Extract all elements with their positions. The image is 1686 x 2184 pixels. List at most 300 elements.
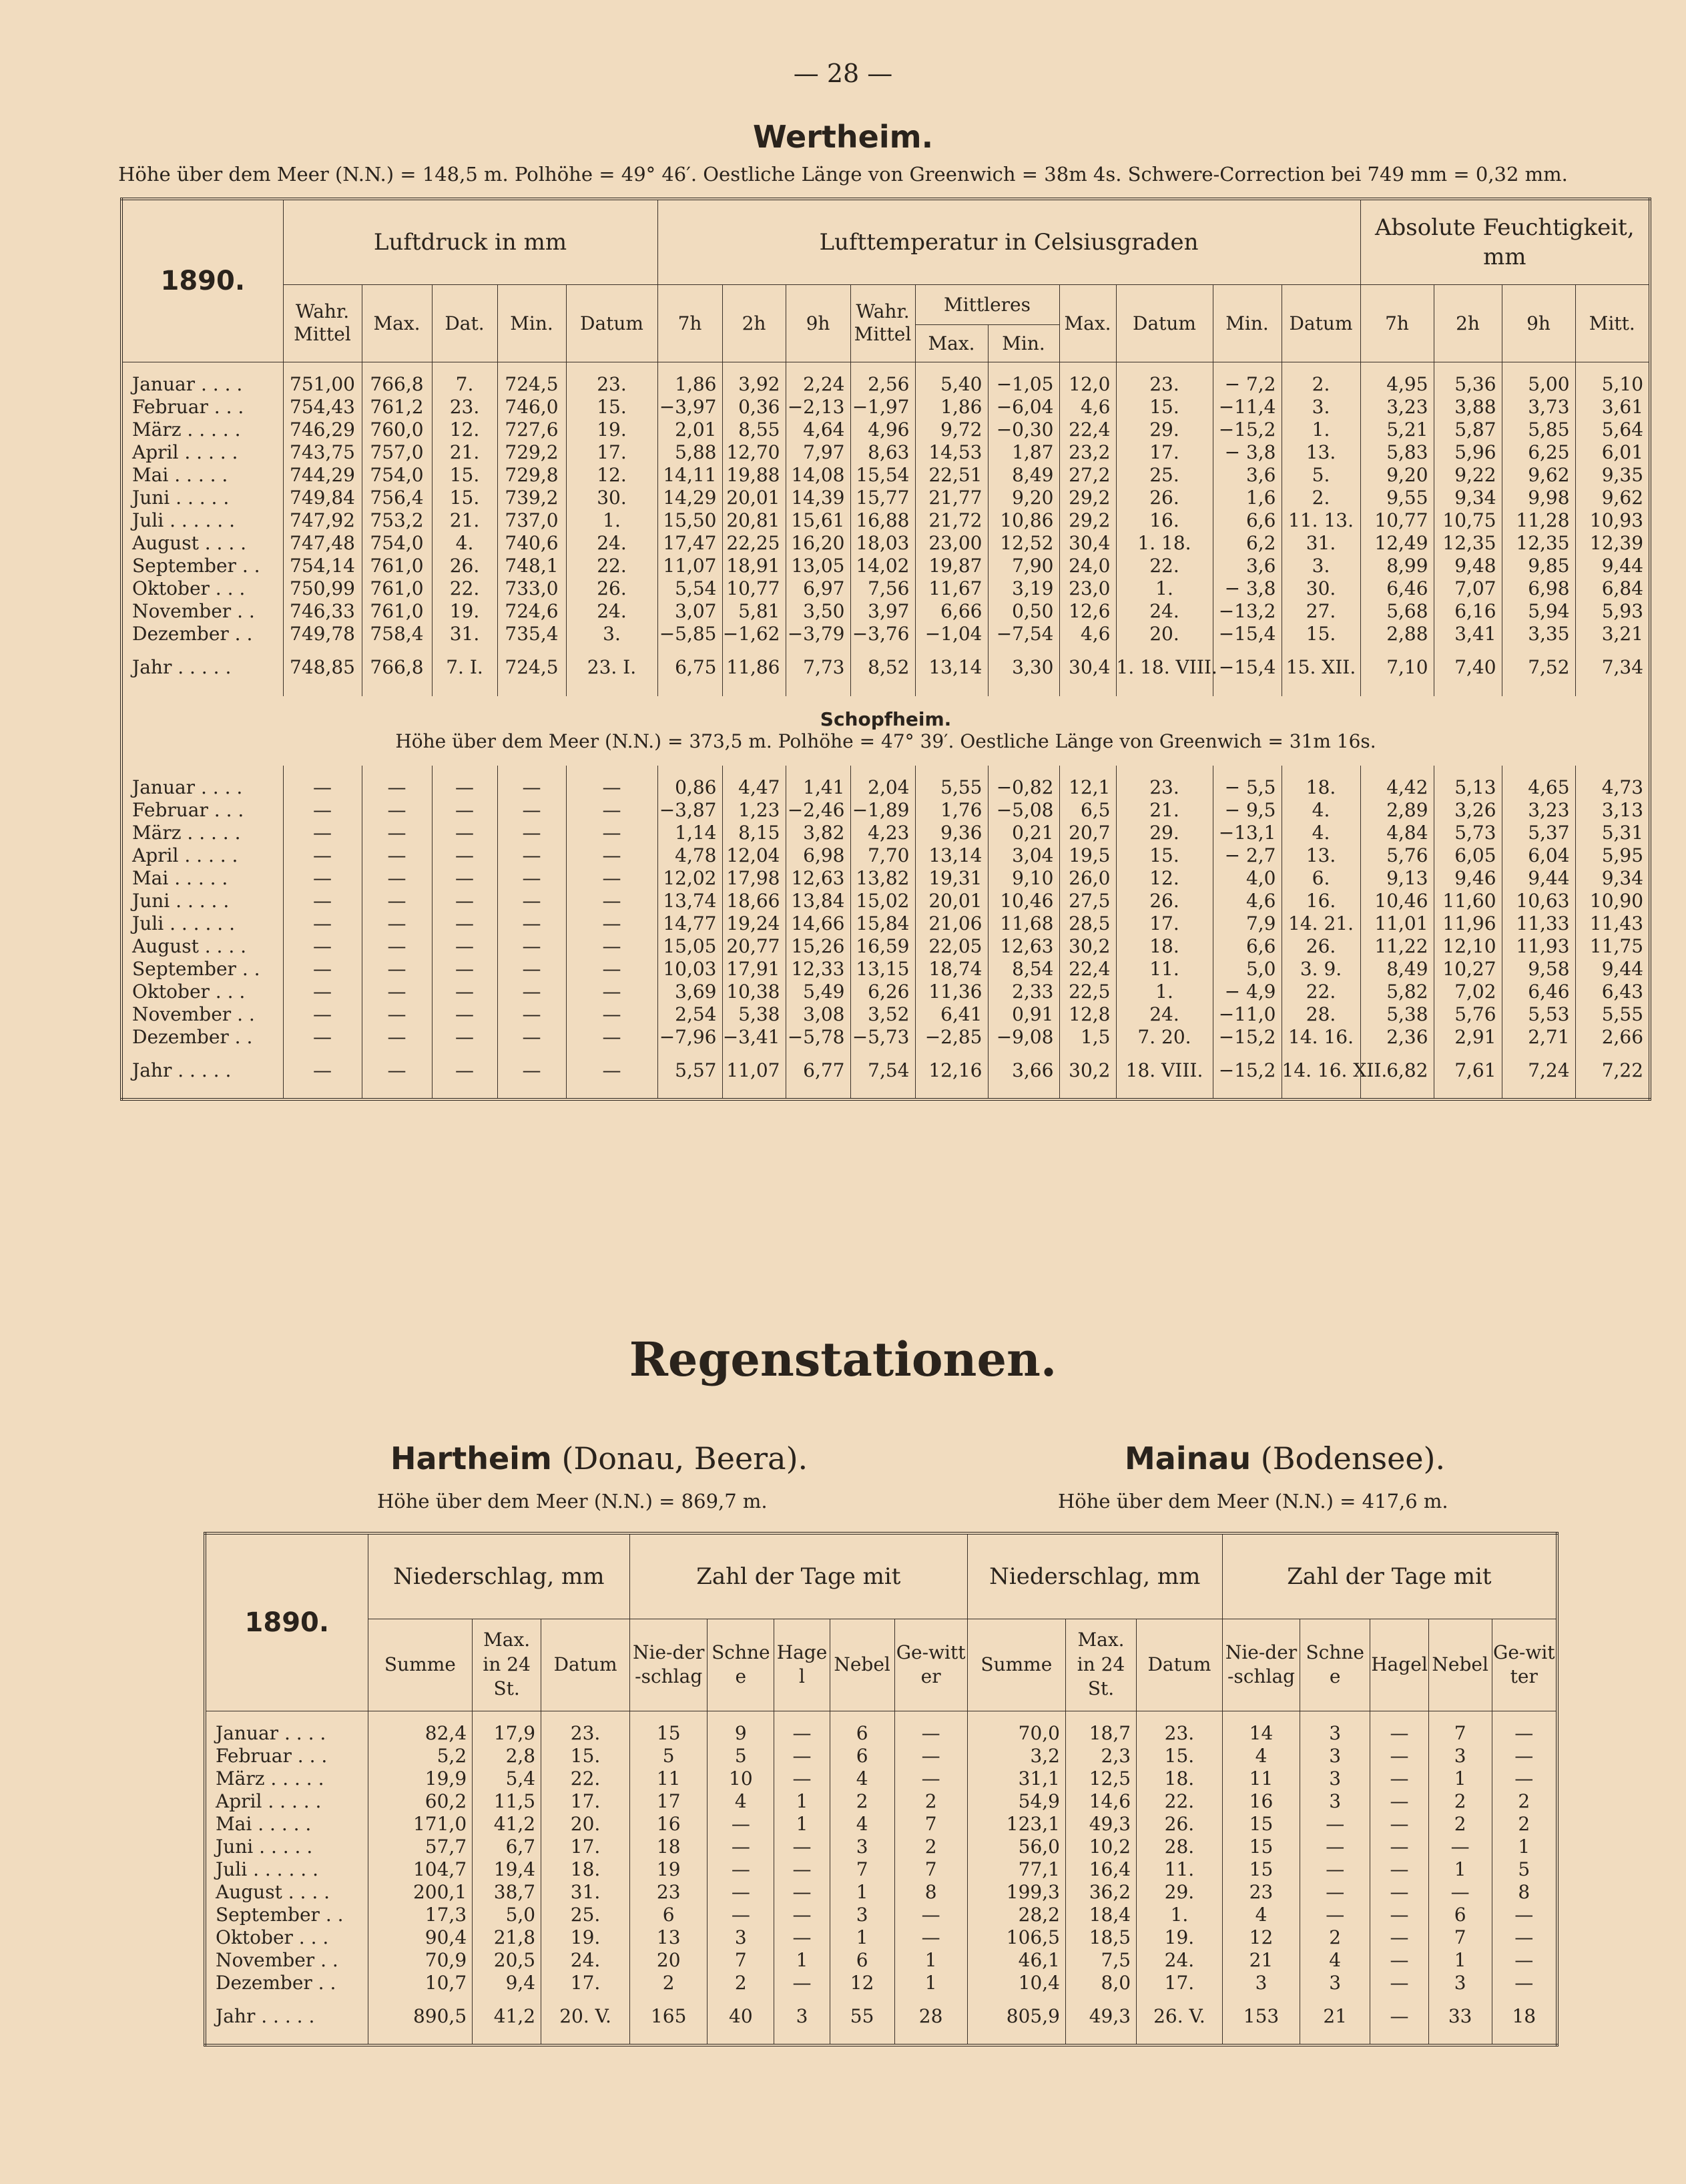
humidity-header: Absolute Feuchtigkeit, mm xyxy=(1360,199,1650,284)
schopfheim-cell: — xyxy=(362,776,432,799)
schopfheim-cell: — xyxy=(432,1003,497,1026)
schopfheim-cell: 2,71 xyxy=(1502,1026,1575,1049)
regen-cell: 15 xyxy=(1222,1813,1300,1836)
regen-year-cell: 153 xyxy=(1222,2005,1300,2028)
regen-cell: 1. xyxy=(1137,1904,1223,1926)
regen-cell: 23 xyxy=(1222,1881,1300,1904)
schopfheim-cell: 18,74 xyxy=(915,958,988,981)
regen-cell: 2 xyxy=(1428,1790,1492,1813)
schopfheim-cell: — xyxy=(566,1026,657,1049)
schopfheim-cell: 5,55 xyxy=(1575,1003,1650,1026)
schopfheim-cell: 5,38 xyxy=(1360,1003,1434,1026)
regen-month-label: Dezember . . xyxy=(205,1972,368,1994)
schopfheim-year-cell: 6,77 xyxy=(786,1059,850,1082)
hartheim-subtitle: Höhe über dem Meer (N.N.) = 869,7 m. xyxy=(377,1490,768,1513)
regen-year-cell: 165 xyxy=(630,2005,708,2028)
wertheim-cell: 30. xyxy=(1282,577,1360,600)
wertheim-cell: 6,25 xyxy=(1502,441,1575,464)
schopfheim-cell: −2,46 xyxy=(786,799,850,822)
wertheim-cell: 758,4 xyxy=(362,623,432,645)
schopfheim-cell: — xyxy=(497,776,566,799)
regen-cell: 77,1 xyxy=(967,1858,1065,1881)
wertheim-row xyxy=(121,373,1650,396)
wertheim-cell: 23,0 xyxy=(1059,577,1116,600)
wertheim-cell: 3,07 xyxy=(657,600,722,623)
regen-cell: — xyxy=(1492,1722,1557,1745)
regen-cell: — xyxy=(774,1926,830,1949)
regen-cell: — xyxy=(1492,1904,1557,1926)
schopfheim-row xyxy=(121,822,1650,844)
wertheim-cell: 761,0 xyxy=(362,577,432,600)
schopfheim-cell: −2,85 xyxy=(915,1026,988,1049)
schopfheim-cell: 1,5 xyxy=(1059,1026,1116,1049)
wertheim-cell: 5,36 xyxy=(1434,373,1502,396)
regen-cell: 19. xyxy=(1137,1926,1223,1949)
wertheim-year-cell: 7. I. xyxy=(432,656,497,679)
regen-col-max-24: Max. in 24 St. xyxy=(1065,1619,1136,1711)
regen-cell: 15. xyxy=(541,1745,630,1767)
schopfheim-cell: 16. xyxy=(1282,890,1360,912)
regen-row xyxy=(205,1745,1557,1767)
regen-cell: — xyxy=(1492,1767,1557,1790)
wertheim-cell: 7,97 xyxy=(786,441,850,464)
regen-cell: 2,8 xyxy=(473,1745,541,1767)
wertheim-cell: 18,03 xyxy=(850,532,915,555)
wertheim-row xyxy=(121,487,1650,509)
regen-row xyxy=(205,1972,1557,1994)
wertheim-row xyxy=(121,441,1650,464)
schopfheim-year-cell: — xyxy=(497,1059,566,1082)
regen-cell: 22. xyxy=(1137,1790,1223,1813)
regen-cell: 15 xyxy=(1222,1858,1300,1881)
schopfheim-row xyxy=(121,799,1650,822)
regen-cell: — xyxy=(774,1904,830,1926)
regen-year-cell: 41,2 xyxy=(473,2005,541,2028)
schopfheim-cell: — xyxy=(362,1003,432,1026)
schopfheim-cell: 9,10 xyxy=(988,867,1059,890)
schopfheim-year-cell: 7,54 xyxy=(850,1059,915,1082)
wertheim-cell: − 3,8 xyxy=(1213,441,1282,464)
regen-month-label: Januar . . . . xyxy=(205,1722,368,1745)
regen-cell: 4 xyxy=(830,1767,894,1790)
wertheim-cell: 4. xyxy=(432,532,497,555)
regen-cell: 17. xyxy=(541,1836,630,1858)
regen-cell: 25. xyxy=(541,1904,630,1926)
wertheim-cell: 733,0 xyxy=(497,577,566,600)
regen-cell: 70,9 xyxy=(368,1949,473,1972)
schopfheim-title: Schopfheim. xyxy=(820,708,952,730)
regen-cell: 1 xyxy=(1428,1949,1492,1972)
regen-month-label: April . . . . . xyxy=(205,1790,368,1813)
regen-cell: 41,2 xyxy=(473,1813,541,1836)
regen-cell: 23. xyxy=(541,1722,630,1745)
wertheim-cell: −13,2 xyxy=(1213,600,1282,623)
wertheim-cell: 747,92 xyxy=(283,509,362,532)
wertheim-cell: 5,87 xyxy=(1434,419,1502,441)
schopfheim-cell: 9,34 xyxy=(1575,867,1650,890)
schopfheim-cell: 8,15 xyxy=(722,822,786,844)
regen-cell: 3 xyxy=(708,1926,774,1949)
regen-cell: 5,2 xyxy=(368,1745,473,1767)
schopfheim-cell: — xyxy=(283,822,362,844)
wertheim-cell: 22. xyxy=(432,577,497,600)
schopfheim-cell: 6,6 xyxy=(1213,935,1282,958)
regen-year-cell: — xyxy=(1370,2005,1429,2028)
wertheim-cell: 9,44 xyxy=(1575,555,1650,577)
schopfheim-cell: 9,13 xyxy=(1360,867,1434,890)
wertheim-cell: 754,14 xyxy=(283,555,362,577)
regen-cell: 4 xyxy=(1222,1904,1300,1926)
wertheim-cell: −3,79 xyxy=(786,623,850,645)
regen-cell: — xyxy=(774,1972,830,1994)
schopfheim-year-cell: — xyxy=(432,1059,497,1082)
regen-cell: 54,9 xyxy=(967,1790,1065,1813)
col-temp-min: Min. xyxy=(1213,284,1282,362)
wertheim-cell: 2. xyxy=(1282,373,1360,396)
regen-cell: 123,1 xyxy=(967,1813,1065,1836)
regen-cell: 7,5 xyxy=(1065,1949,1136,1972)
regen-cell: 7 xyxy=(830,1858,894,1881)
wertheim-cell: 22,25 xyxy=(722,532,786,555)
regen-cell: 17,3 xyxy=(368,1904,473,1926)
wertheim-cell: 31. xyxy=(432,623,497,645)
schopfheim-row xyxy=(121,776,1650,799)
schopfheim-cell: — xyxy=(566,844,657,867)
schopfheim-cell: 18. xyxy=(1282,776,1360,799)
regen-col-datum: Datum xyxy=(541,1619,630,1711)
wertheim-cell: 15,50 xyxy=(657,509,722,532)
wertheim-cell: 23. xyxy=(432,396,497,419)
schopfheim-cell: — xyxy=(362,822,432,844)
schopfheim-cell: 14,77 xyxy=(657,912,722,935)
wertheim-title: Wertheim. xyxy=(752,119,934,155)
wertheim-cell: 26. xyxy=(1116,487,1213,509)
schopfheim-cell: — xyxy=(283,776,362,799)
regen-cell: 18,7 xyxy=(1065,1722,1136,1745)
wertheim-cell: 9,55 xyxy=(1360,487,1434,509)
regen-cell: 2 xyxy=(830,1790,894,1813)
schopfheim-cell: — xyxy=(432,981,497,1003)
wertheim-cell: 19,88 xyxy=(722,464,786,487)
wertheim-cell: 5,96 xyxy=(1434,441,1502,464)
schopfheim-row xyxy=(121,1026,1650,1049)
wertheim-cell: 13,05 xyxy=(786,555,850,577)
regen-row xyxy=(205,1767,1557,1790)
wertheim-cell: 15. xyxy=(1116,396,1213,419)
wertheim-year-cell: 8,52 xyxy=(850,656,915,679)
schopfheim-row xyxy=(121,844,1650,867)
regen-year-cell: 28 xyxy=(894,2005,967,2028)
schopfheim-cell: — xyxy=(497,890,566,912)
wertheim-year-cell: 748,85 xyxy=(283,656,362,679)
regen-cell: 11. xyxy=(1137,1858,1223,1881)
regen-cell: 104,7 xyxy=(368,1858,473,1881)
regen-cell: 2 xyxy=(1492,1790,1557,1813)
schopfheim-cell: 27,5 xyxy=(1059,890,1116,912)
regen-cell: 90,4 xyxy=(368,1926,473,1949)
wertheim-cell: 31. xyxy=(1282,532,1360,555)
wertheim-cell: 3. xyxy=(566,623,657,645)
schopfheim-row xyxy=(121,890,1650,912)
wertheim-year-cell: 30,4 xyxy=(1059,656,1116,679)
regen-cell: 1 xyxy=(774,1949,830,1972)
schopfheim-cell: 5,95 xyxy=(1575,844,1650,867)
wertheim-cell: 2,88 xyxy=(1360,623,1434,645)
schopfheim-cell: 11,96 xyxy=(1434,912,1502,935)
temperature-header: Lufttemperatur in Celsiusgraden xyxy=(657,199,1360,284)
regen-cell: 6 xyxy=(1428,1904,1492,1926)
regen-cell: 7 xyxy=(894,1858,967,1881)
schopfheim-body xyxy=(121,766,1650,1099)
regen-cell: — xyxy=(1370,1881,1429,1904)
wertheim-cell: 10,75 xyxy=(1434,509,1502,532)
schopfheim-cell: −5,78 xyxy=(786,1026,850,1049)
wertheim-year-cell: −15,4 xyxy=(1213,656,1282,679)
regen-cell: — xyxy=(1370,1813,1429,1836)
schopfheim-cell: −3,87 xyxy=(657,799,722,822)
regen-cell: — xyxy=(1428,1881,1492,1904)
regen-col-summe: Summe xyxy=(967,1619,1065,1711)
regen-cell: — xyxy=(1370,1949,1429,1972)
wertheim-body xyxy=(121,362,1650,696)
regen-col-gewitter: Ge-witter xyxy=(894,1619,967,1711)
regen-cell: 2 xyxy=(1428,1813,1492,1836)
regen-year-cell: 18 xyxy=(1492,2005,1557,2028)
schopfheim-cell: − 9,5 xyxy=(1213,799,1282,822)
schopfheim-cell: — xyxy=(432,776,497,799)
wertheim-cell: 2. xyxy=(1282,487,1360,509)
schopfheim-cell: 28,5 xyxy=(1059,912,1116,935)
regen-year-cell: 55 xyxy=(830,2005,894,2028)
schopfheim-cell: −9,08 xyxy=(988,1026,1059,1049)
wertheim-year-cell: 7,34 xyxy=(1575,656,1650,679)
schopfheim-cell: 3,23 xyxy=(1502,799,1575,822)
regen-cell: 17. xyxy=(541,1790,630,1813)
schopfheim-cell: 12,33 xyxy=(786,958,850,981)
col-7h: 7h xyxy=(657,284,722,362)
wertheim-cell: 8,49 xyxy=(988,464,1059,487)
schopfheim-year-label: Jahr . . . . . xyxy=(121,1059,283,1082)
wertheim-cell: 12,52 xyxy=(988,532,1059,555)
schopfheim-year-cell: 12,16 xyxy=(915,1059,988,1082)
wertheim-cell: 9,22 xyxy=(1434,464,1502,487)
wertheim-cell: 747,48 xyxy=(283,532,362,555)
wertheim-row xyxy=(121,577,1650,600)
schopfheim-year-cell: 5,57 xyxy=(657,1059,722,1082)
mainau-subtitle: Höhe über dem Meer (N.N.) = 417,6 m. xyxy=(1058,1490,1448,1513)
regen-row xyxy=(205,1949,1557,1972)
wertheim-cell: 744,29 xyxy=(283,464,362,487)
wertheim-cell: 754,0 xyxy=(362,464,432,487)
schopfheim-year-cell: 18. VIII. xyxy=(1116,1059,1213,1082)
regen-cell: 24. xyxy=(541,1949,630,1972)
regen-cell: — xyxy=(708,1858,774,1881)
wertheim-cell: 2,01 xyxy=(657,419,722,441)
schopfheim-cell: 5,53 xyxy=(1502,1003,1575,1026)
wertheim-cell: 23. xyxy=(1116,373,1213,396)
regen-cell: — xyxy=(1492,1949,1557,1972)
col-hum-mitt: Mitt. xyxy=(1575,284,1650,362)
wertheim-cell: 3,92 xyxy=(722,373,786,396)
schopfheim-cell: 16,59 xyxy=(850,935,915,958)
col-hum-7h: 7h xyxy=(1360,284,1434,362)
schopfheim-cell: −13,1 xyxy=(1213,822,1282,844)
wertheim-row xyxy=(121,600,1650,623)
schopfheim-cell: — xyxy=(497,912,566,935)
regen-cell: — xyxy=(1370,1926,1429,1949)
regen-year-cell: 890,5 xyxy=(368,2005,473,2028)
regen-cell: 18. xyxy=(541,1858,630,1881)
wertheim-cell: −7,54 xyxy=(988,623,1059,645)
schopfheim-year-cell: −15,2 xyxy=(1213,1059,1282,1082)
regen-cell: — xyxy=(708,1904,774,1926)
wertheim-row xyxy=(121,419,1650,441)
regen-cell: — xyxy=(1428,1836,1492,1858)
luftdruck-header: Luftdruck in mm xyxy=(283,199,657,284)
schopfheim-cell: −5,73 xyxy=(850,1026,915,1049)
col-max: Max. xyxy=(362,284,432,362)
wertheim-cell: 6,46 xyxy=(1360,577,1434,600)
col-temp-max: Max. xyxy=(1059,284,1116,362)
regen-cell: — xyxy=(894,1767,967,1790)
wertheim-month-label: Juni . . . . . xyxy=(121,487,283,509)
wertheim-cell: 15. xyxy=(432,487,497,509)
wertheim-cell: 8,63 xyxy=(850,441,915,464)
wertheim-cell: −1,62 xyxy=(722,623,786,645)
wertheim-cell: 24. xyxy=(1116,600,1213,623)
regen-cell: 16,4 xyxy=(1065,1858,1136,1881)
schopfheim-cell: — xyxy=(497,867,566,890)
schopfheim-cell: 23. xyxy=(1116,776,1213,799)
schopfheim-cell: 11,33 xyxy=(1502,912,1575,935)
regen-cell: 16 xyxy=(630,1813,708,1836)
wertheim-cell: 15,61 xyxy=(786,509,850,532)
regen-cell: 57,7 xyxy=(368,1836,473,1858)
regen-col-nebel: Nebel xyxy=(1428,1619,1492,1711)
wertheim-cell: 9,62 xyxy=(1575,487,1650,509)
wertheim-cell: 26. xyxy=(566,577,657,600)
schopfheim-cell: 6,26 xyxy=(850,981,915,1003)
schopfheim-cell: 3,04 xyxy=(988,844,1059,867)
wertheim-cell: 21. xyxy=(432,509,497,532)
schopfheim-year-row xyxy=(121,1059,1650,1082)
schopfheim-cell: 4,42 xyxy=(1360,776,1434,799)
wertheim-cell: 3,61 xyxy=(1575,396,1650,419)
mainau-location: (Bodensee). xyxy=(1260,1440,1446,1476)
regen-cell: 17,9 xyxy=(473,1722,541,1745)
mainau-heading xyxy=(1125,1440,1445,1476)
wertheim-cell: 12,70 xyxy=(722,441,786,464)
regen-cell: — xyxy=(1370,1836,1429,1858)
schopfheim-cell: 29. xyxy=(1116,822,1213,844)
schopfheim-cell: 15,02 xyxy=(850,890,915,912)
schopfheim-cell: 15,84 xyxy=(850,912,915,935)
schopfheim-cell: −5,08 xyxy=(988,799,1059,822)
schopfheim-cell: — xyxy=(432,867,497,890)
wertheim-cell: 749,78 xyxy=(283,623,362,645)
wertheim-cell: 5,10 xyxy=(1575,373,1650,396)
schopfheim-cell: −0,82 xyxy=(988,776,1059,799)
wertheim-cell: 746,0 xyxy=(497,396,566,419)
schopfheim-cell: 3,26 xyxy=(1434,799,1502,822)
wertheim-cell: 739,2 xyxy=(497,487,566,509)
wertheim-cell: 24. xyxy=(566,600,657,623)
wertheim-cell: 724,5 xyxy=(497,373,566,396)
regen-cell: 28. xyxy=(1137,1836,1223,1858)
wertheim-subtitle: Höhe über dem Meer (N.N.) = 148,5 m. Polhöhe = 49° 46′. Oestliche Länge von Greenwich = 38m 4s. Schwere-Correction bei 749 mm = 0,32 mm. xyxy=(118,163,1568,186)
regen-cell: 22. xyxy=(541,1767,630,1790)
schopfheim-cell: 14. 21. xyxy=(1282,912,1360,935)
wertheim-year-cell: 7,52 xyxy=(1502,656,1575,679)
regen-cell: 36,2 xyxy=(1065,1881,1136,1904)
col-min: Min. xyxy=(497,284,566,362)
schopfheim-cell: — xyxy=(432,844,497,867)
schopfheim-cell: — xyxy=(362,912,432,935)
wertheim-cell: 1,6 xyxy=(1213,487,1282,509)
schopfheim-cell: 26. xyxy=(1282,935,1360,958)
schopfheim-cell: — xyxy=(283,958,362,981)
wertheim-cell: 1. 18. xyxy=(1116,532,1213,555)
regen-cell: — xyxy=(1370,1858,1429,1881)
wertheim-cell: 753,2 xyxy=(362,509,432,532)
hartheim-location: (Donau, Beera). xyxy=(561,1440,808,1476)
schopfheim-cell: 26,0 xyxy=(1059,867,1116,890)
regen-cell: 15 xyxy=(630,1722,708,1745)
regen-cell: 20 xyxy=(630,1949,708,1972)
wertheim-cell: 729,2 xyxy=(497,441,566,464)
wertheim-cell: 3. xyxy=(1282,555,1360,577)
col-datum: Datum xyxy=(566,284,657,362)
regen-cell: 19. xyxy=(541,1926,630,1949)
wertheim-cell: 746,33 xyxy=(283,600,362,623)
regen-cell: 6 xyxy=(830,1745,894,1767)
regen-cell: 5 xyxy=(630,1745,708,1767)
schopfheim-cell: — xyxy=(566,890,657,912)
wertheim-month-label: September . . xyxy=(121,555,283,577)
regen-year-cell: 3 xyxy=(774,2005,830,2028)
regen-title: Regenstationen. xyxy=(629,1332,1057,1387)
schopfheim-cell: 12,63 xyxy=(786,867,850,890)
regen-col-nebel: Nebel xyxy=(830,1619,894,1711)
wertheim-year-cell: 7,10 xyxy=(1360,656,1434,679)
schopfheim-cell: — xyxy=(432,1026,497,1049)
schopfheim-cell: 5,73 xyxy=(1434,822,1502,844)
wertheim-month-label: November . . xyxy=(121,600,283,623)
wertheim-cell: −3,97 xyxy=(657,396,722,419)
wertheim-cell: 6,84 xyxy=(1575,577,1650,600)
regen-year-row xyxy=(205,2005,1557,2028)
schopfheim-cell: 18. xyxy=(1116,935,1213,958)
wertheim-cell: 27,2 xyxy=(1059,464,1116,487)
schopfheim-subtitle: Höhe über dem Meer (N.N.) = 373,5 m. Polhöhe = 47° 39′. Oestliche Länge von Greenwich = 31m 16s. xyxy=(395,730,1376,752)
regen-cell: 21,8 xyxy=(473,1926,541,1949)
schopfheim-cell: 22,5 xyxy=(1059,981,1116,1003)
wertheim-cell: 5,88 xyxy=(657,441,722,464)
schopfheim-cell: 17. xyxy=(1116,912,1213,935)
regen-cell: — xyxy=(894,1722,967,1745)
wertheim-cell: 2,24 xyxy=(786,373,850,396)
schopfheim-cell: 18,66 xyxy=(722,890,786,912)
wertheim-cell: 15. xyxy=(566,396,657,419)
regen-row xyxy=(205,1813,1557,1836)
schopfheim-year-cell: — xyxy=(566,1059,657,1082)
hartheim-heading xyxy=(390,1440,808,1476)
wertheim-cell: 17. xyxy=(566,441,657,464)
regen-cell: 7 xyxy=(894,1813,967,1836)
schopfheim-cell: 11,93 xyxy=(1502,935,1575,958)
regen-cell: 3 xyxy=(1222,1972,1300,1994)
wertheim-cell: 22. xyxy=(566,555,657,577)
